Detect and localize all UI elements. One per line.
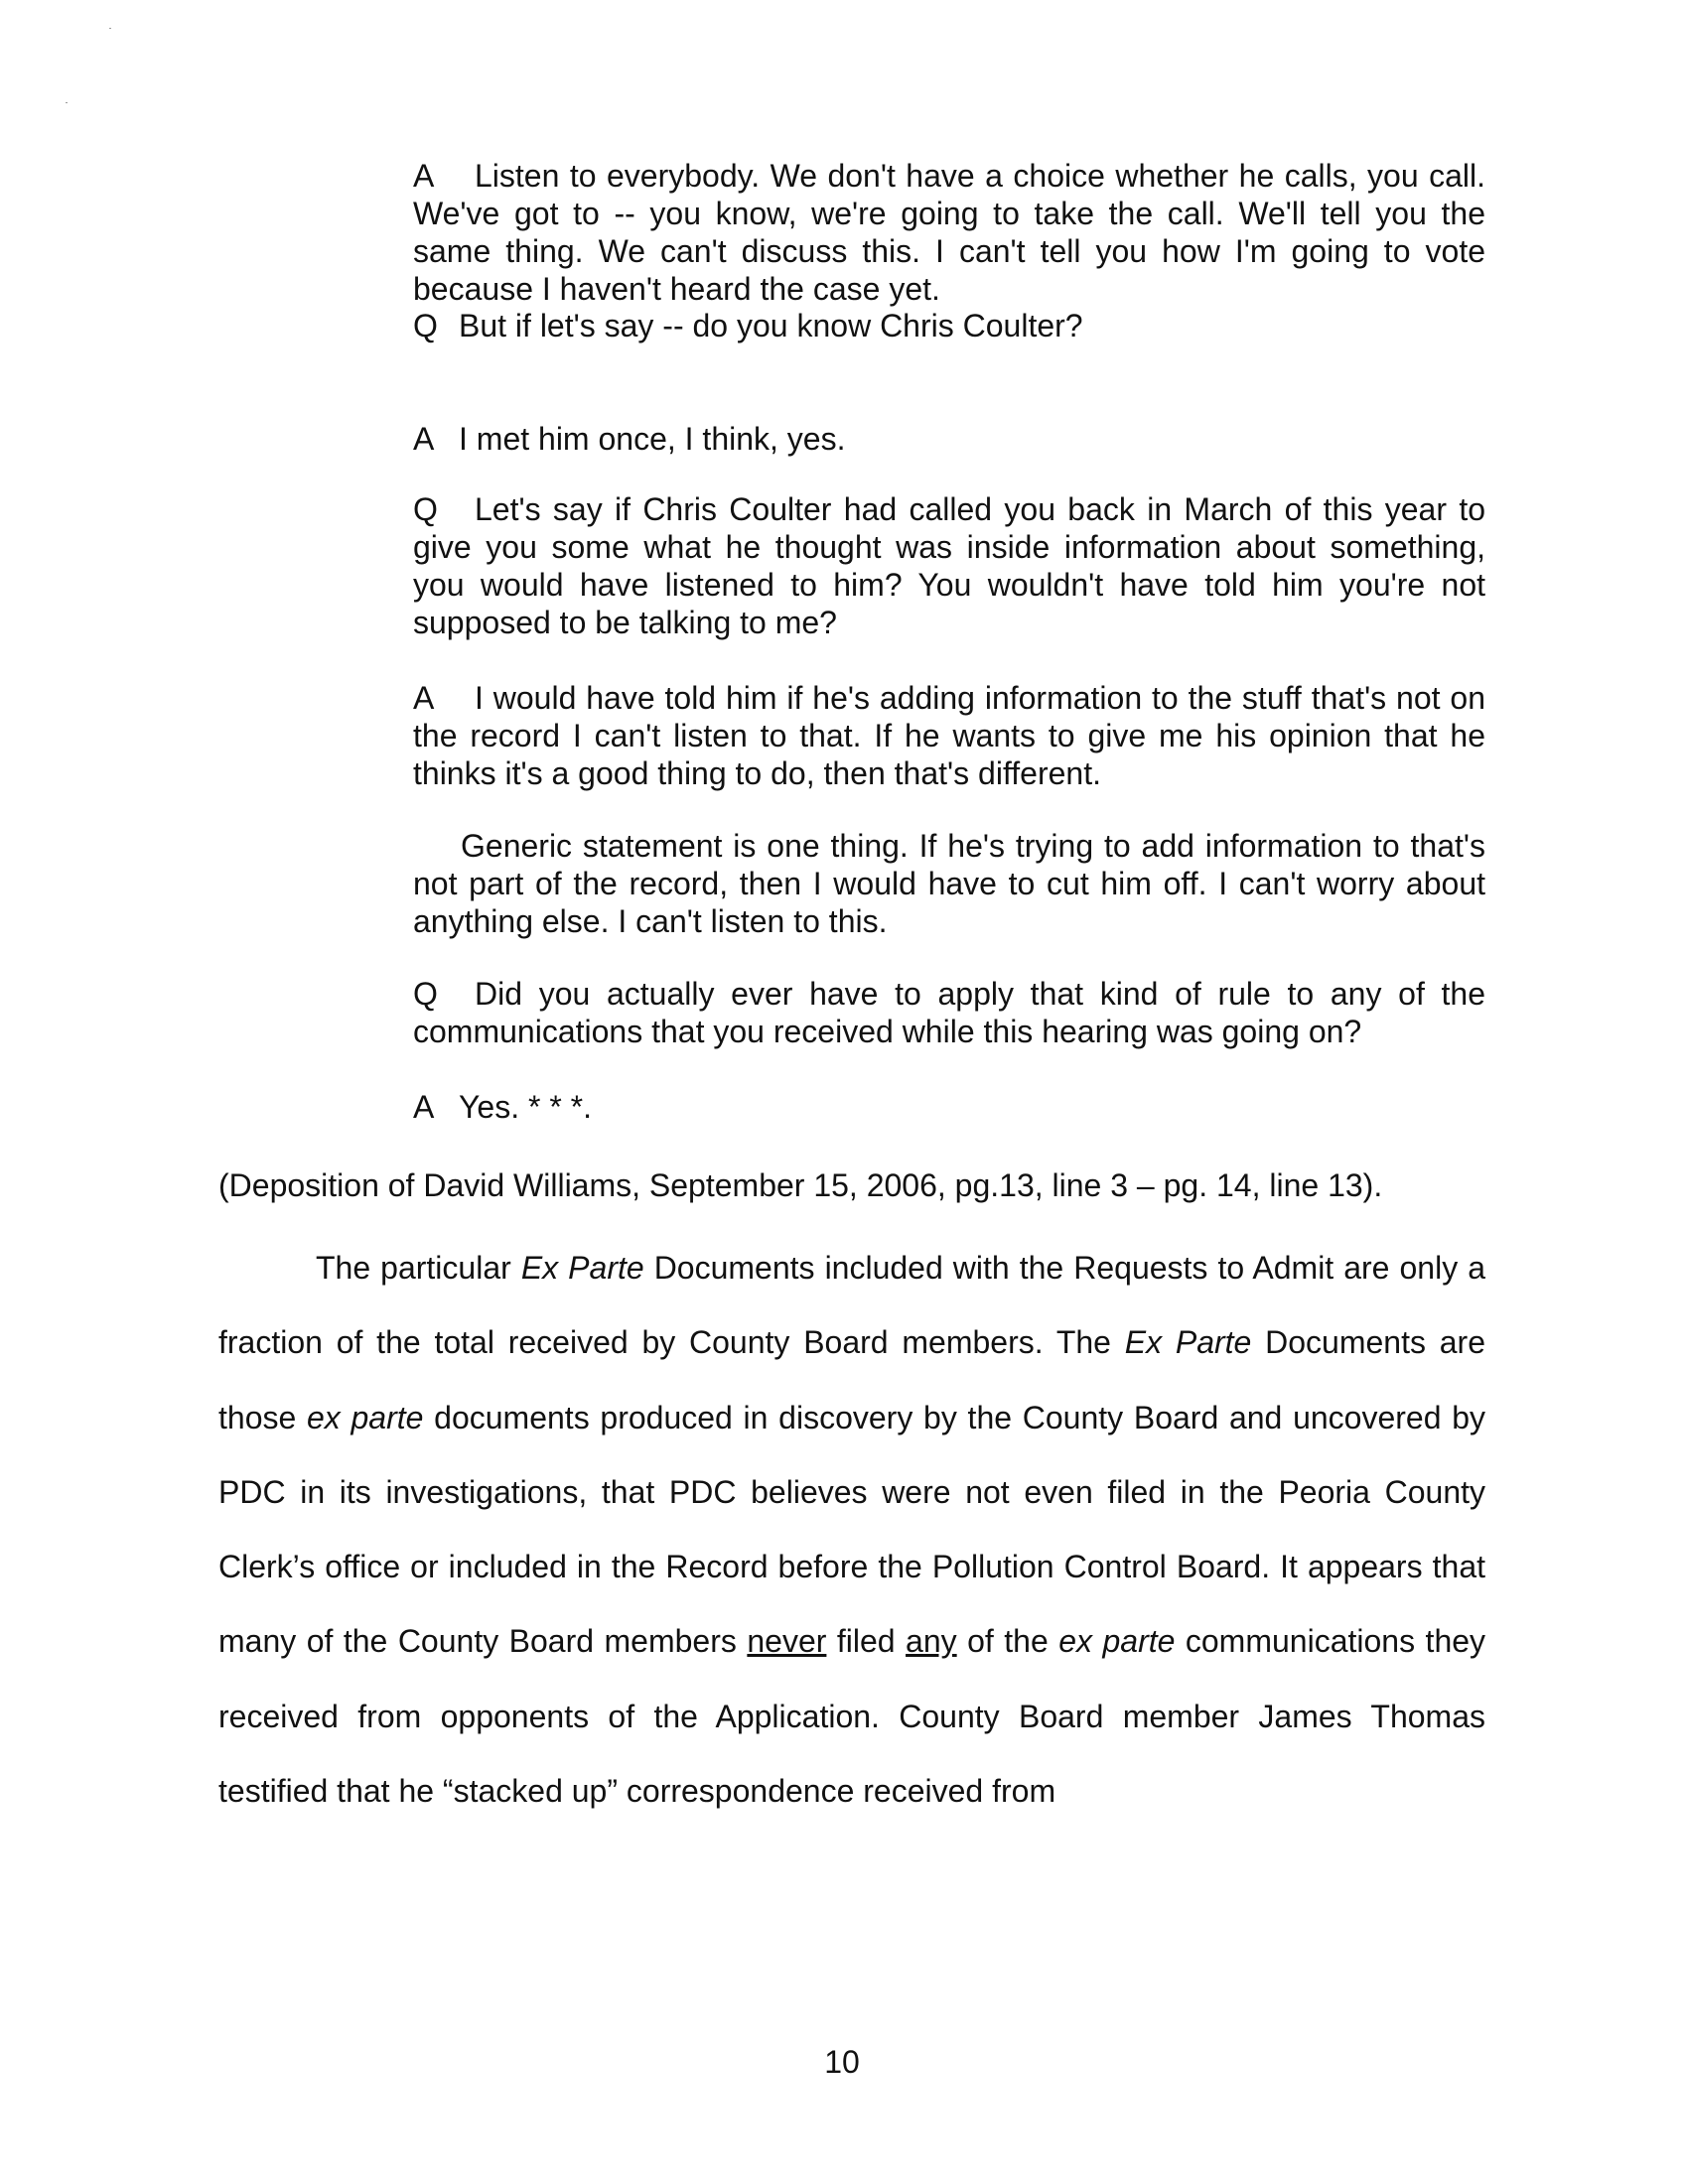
italic-term: ex parte xyxy=(1058,1623,1176,1660)
transcript-question xyxy=(413,307,1485,344)
scan-speck xyxy=(109,28,111,29)
continuation-text: Generic statement is one thing. If he's trying to add information to that's not part of the record, then I would have to cut him off. I can't worry about anything else. I can't listen to this. xyxy=(413,828,1485,939)
text-run: The particular xyxy=(316,1250,521,1286)
answer-text: I would have told him if he's adding information to the stuff that's not on the record I can't listen to that. If he wants to give me his opinion that he thinks it's a good thing to do, then that's different. xyxy=(413,680,1485,791)
question-text: Let's say if Chris Coulter had called you back in March of this year to give you some what he thought was inside information about something, you would have listened to him? You wouldn't have told him you're not supposed to be talking to me? xyxy=(413,491,1485,640)
transcript-question xyxy=(413,975,1485,1050)
question-text: But if let's say -- do you know Chris Coulter? xyxy=(459,308,1083,343)
text-run: documents produced in discovery by the County Board and uncovered by PDC in its investigations, that PDC believes were not even filed in the Peoria County Clerk’s office or included in the Record before the Pollution Control Board. It appears that many of the County Board members xyxy=(218,1399,1486,1660)
answer-marker: A xyxy=(413,1089,435,1125)
text-run: of the xyxy=(956,1623,1059,1660)
question-text: Did you actually ever have to apply that kind of rule to any of the communications that you received while this hearing was going on? xyxy=(413,976,1485,1049)
question-marker: Q xyxy=(413,491,438,527)
underlined-word: any xyxy=(906,1623,957,1660)
scan-speck xyxy=(66,102,68,103)
transcript-continuation xyxy=(413,827,1485,940)
question-marker: Q xyxy=(413,308,438,343)
answer-marker: A xyxy=(413,158,435,194)
italic-term: Ex Parte xyxy=(520,1250,644,1286)
transcript-answer xyxy=(413,157,1485,308)
text-run: Documents are those xyxy=(218,1324,1486,1435)
transcript-question xyxy=(413,490,1485,641)
underlined-word: never xyxy=(747,1623,827,1660)
transcript-answer xyxy=(413,420,1485,458)
italic-term: Ex Parte xyxy=(1124,1324,1252,1361)
answer-text: Listen to everybody. We don't have a choice whether he calls, you call. We've got to -- you know, we're going to take the call. We'll tell you the same thing. We can't discuss this. I can't tell you how I'm going to vote because I haven't heard the case yet. xyxy=(413,158,1485,307)
answer-marker: A xyxy=(413,421,435,457)
text-run: Documents included with the Requests to Admit are only a fraction of the total received by County Board members. The xyxy=(218,1250,1486,1361)
text-run: filed xyxy=(826,1623,907,1660)
italic-term: ex parte xyxy=(307,1399,424,1435)
transcript-answer xyxy=(413,1088,1485,1126)
answer-text: Yes. * * *. xyxy=(459,1089,593,1125)
question-marker: Q xyxy=(413,976,438,1012)
answer-text: I met him once, I think, yes. xyxy=(459,421,846,457)
text-run: communications they received from opponents of the Application. County Board member James Thomas testified that he “stacked up” correspondence received from xyxy=(218,1623,1486,1810)
page-number: 10 xyxy=(824,2044,860,2080)
answer-marker: A xyxy=(413,680,435,716)
transcript-answer xyxy=(413,679,1485,792)
body-paragraph xyxy=(218,1231,1485,1829)
deposition-citation: (Deposition of David Williams, September 15, 2006, pg.13, line 3 – pg. 14, line 13). xyxy=(218,1167,1383,1203)
